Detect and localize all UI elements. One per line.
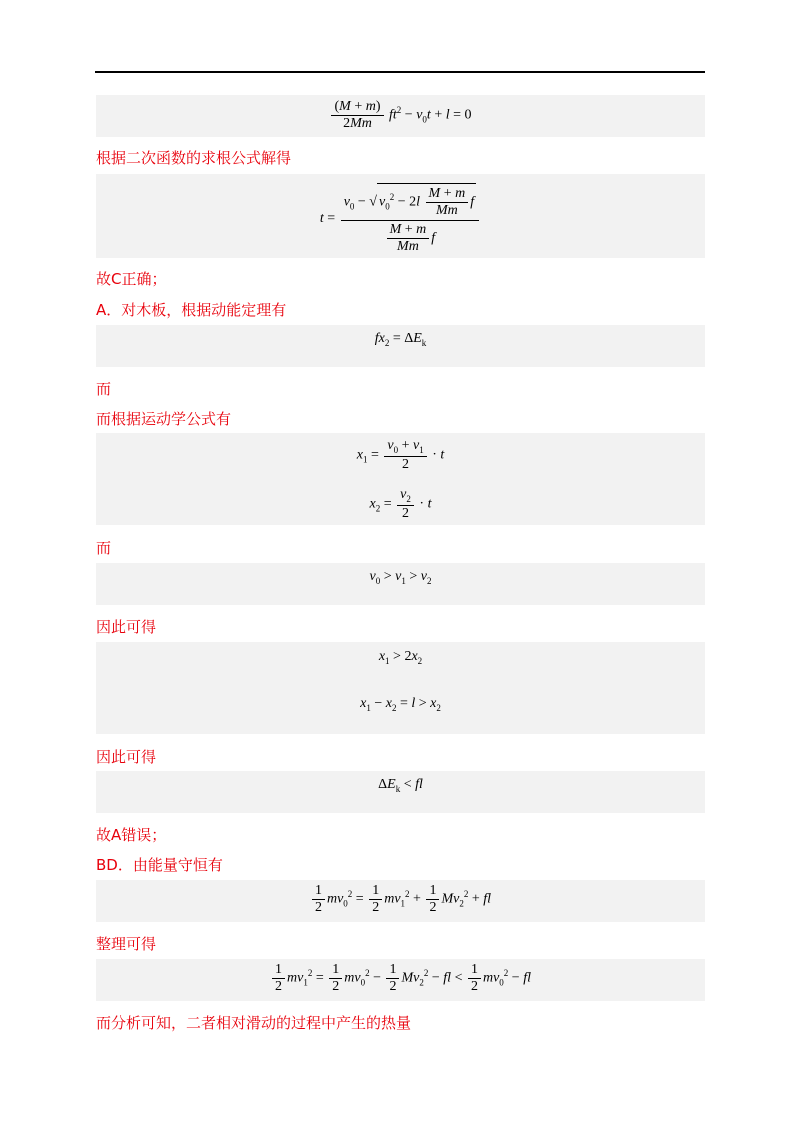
text-line-4: 而	[96, 380, 112, 398]
text-line-9: 故A错误；	[96, 826, 167, 844]
equation-x1: $x_1$ = $\frac{v_0 + v_1}{2}$ · t	[356, 438, 445, 472]
equation-rearranged: $\frac{1}{2}$ $mv_1^2$ = $\frac{1}{2}$ $mv_0^2$ − $\frac{1}{2}$ $Mv_2^2$ − fl < $\frac{1}{2}$ $mv_0^2$ − fl	[96, 962, 705, 995]
equation-energy-conservation: $\frac{1}{2}$ $mv_0^2$ = $\frac{1}{2}$ $mv_1^2$ + $\frac{1}{2}$ $Mv_2^2$ + fl	[96, 883, 705, 916]
text-line-11: 整理可得	[96, 935, 157, 953]
equation-x2: $x_2$ = $\frac{v_2}{2}$ · t	[369, 487, 432, 521]
text-line-7: 因此可得	[96, 618, 157, 636]
header-rule	[95, 71, 705, 73]
equation-block-6	[96, 642, 705, 734]
text-line-10: BD．由能量守恒有	[96, 856, 223, 874]
text-line-12: 而分析可知，二者相对滑动的过程中产生的热量	[96, 1014, 412, 1032]
equation-block-8	[96, 880, 705, 922]
equation-velocity-order: $v_0 > v_1 > v_2$	[369, 569, 432, 586]
equation-block-5	[96, 563, 705, 605]
equation-x1-minus-x2: $x_1 - x_2 = l > x_2$	[360, 696, 441, 713]
text-line-6: 而	[96, 539, 112, 557]
equation-block-3	[96, 325, 705, 367]
equation-block-4	[96, 433, 705, 525]
equation-quadratic: $\frac{(M + m)}{2Mm}$ $ft^2 - v_0t + l = 0$	[96, 99, 705, 132]
equation-x1-gt-2x2: $x_1 > 2x_2$	[378, 649, 423, 666]
equation-block-7	[96, 771, 705, 813]
equation-delta-ek: $\Delta E_k$ < fl	[378, 777, 423, 794]
text-line-5: 而根据运动学公式有	[96, 410, 232, 428]
text-line-1: 根据二次函数的求根公式解得	[96, 149, 292, 167]
text-line-8: 因此可得	[96, 748, 157, 766]
text-line-2: 故C正确；	[96, 270, 167, 288]
equation-root-formula: t = $v_0$ − √ $v_0^2 - 2l$ $\frac{M + m}{Mm}$ f $\frac{M + m}{Mm}$ f	[96, 182, 705, 256]
equation-block-9	[96, 959, 705, 1001]
equation-block-1	[96, 95, 705, 137]
text-line-3: A．对木板，根据动能定理有	[96, 301, 287, 319]
equation-kinetic-theorem: $fx_2 = \Delta E_k$	[374, 331, 427, 348]
equation-block-2	[96, 174, 705, 258]
